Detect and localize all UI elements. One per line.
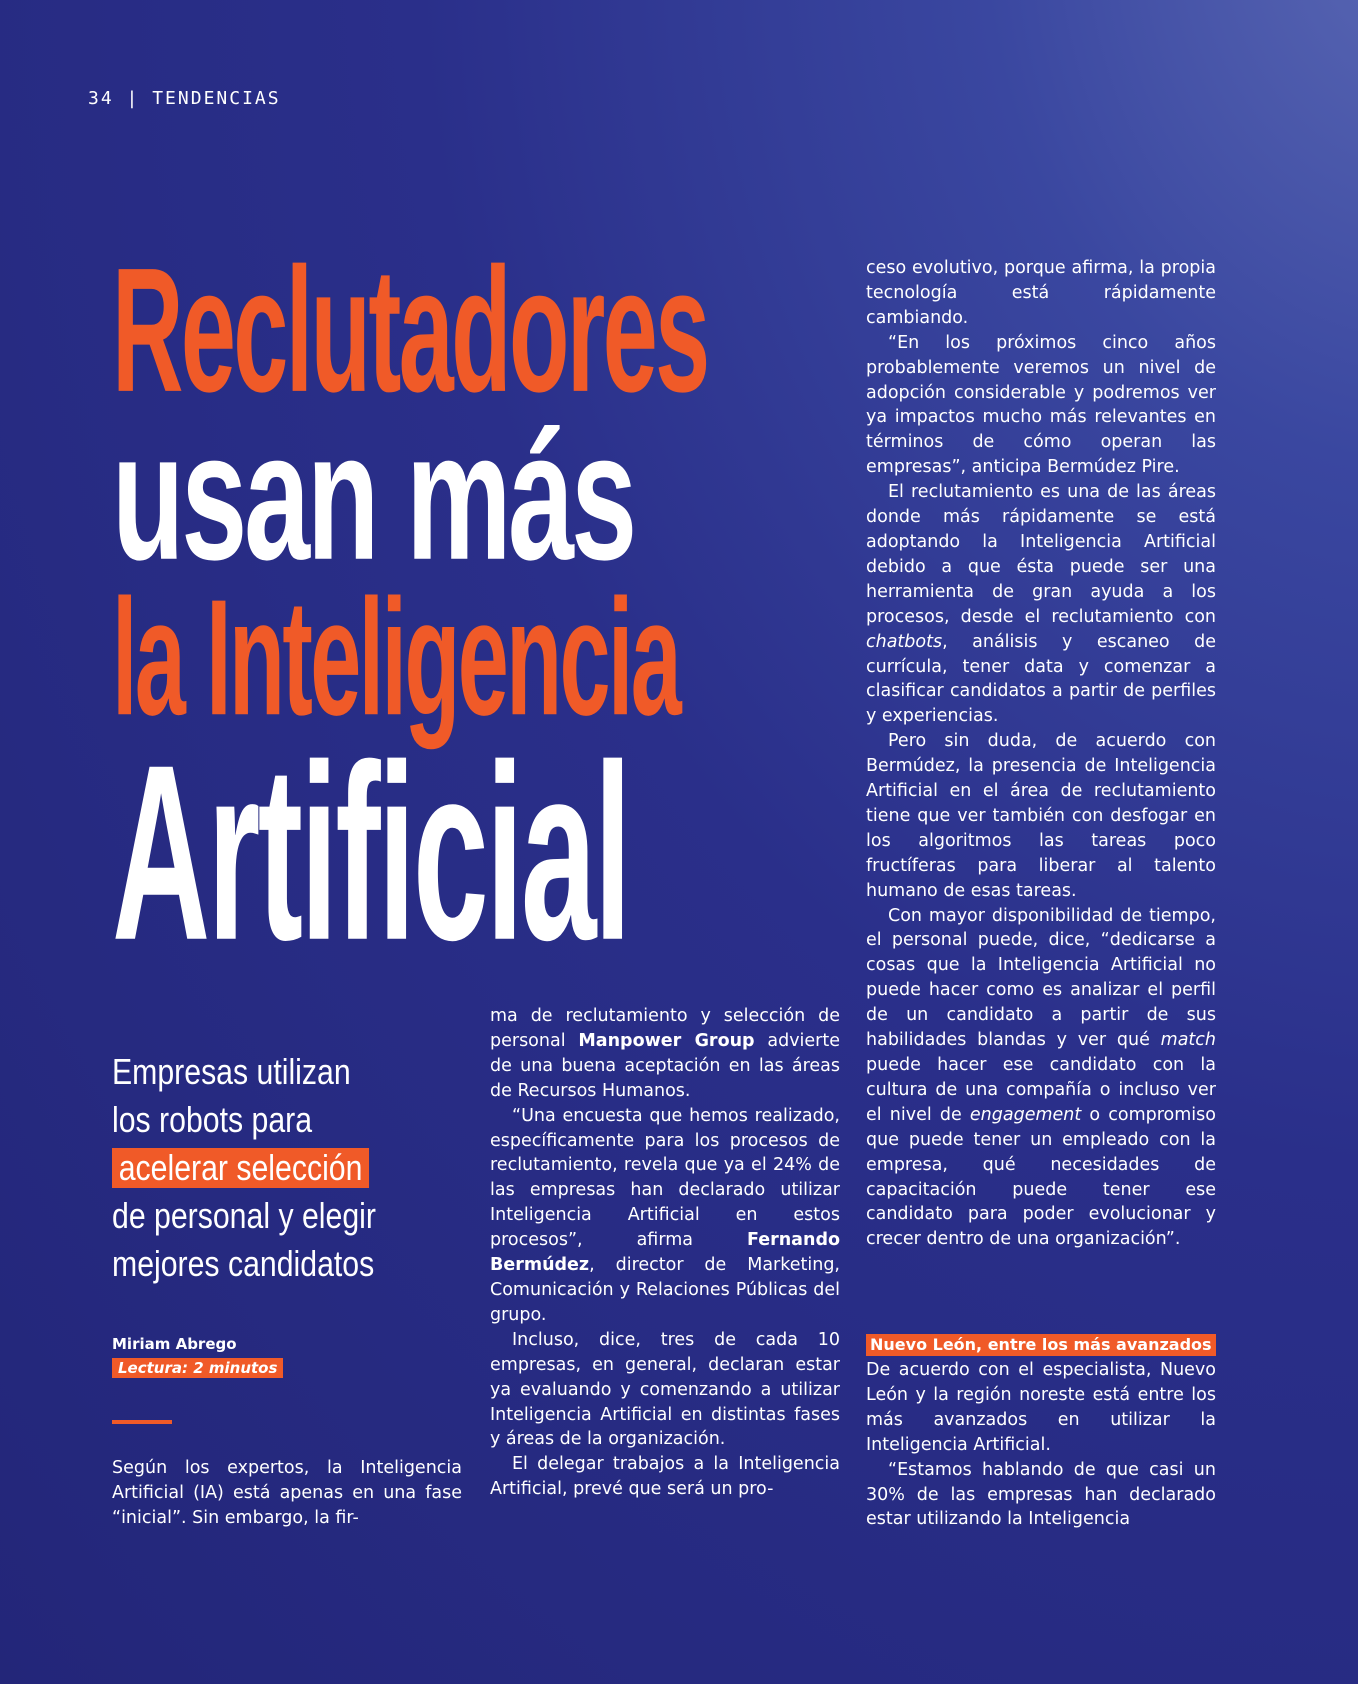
title-line-3: la Inteligencia [112,564,680,750]
header-separator: | [126,88,140,109]
paragraph: Con mayor disponibilidad de tiempo, el personal puede, dice, “dedicarse a cosas que la Inteligencia Artificial no puede hacer como es analizar el perfil de un candidato a partir de sus habilidades blandas y ver qué match puede hacer ese candidato con la cultura de una compañía o incluso ver el nivel de engagement o compromiso que puede tener un empleado con la empresa, qué necesidades de capacitación puede tener ese candidato para poder evolucionar y crecer dentro de una organización”. [866,905,1216,1250]
paragraph: Según los expertos, la Inteligencia Artificial (IA) está apenas en una fase “inicial”. Sin embargo, la fir- [112,1458,462,1528]
paragraph: De acuerdo con el especialista, Nuevo León y la región noreste está entre los más avanzados en utilizar la Inteligencia Artificial. [866,1360,1216,1455]
paragraph: ma de reclutamiento y selección de personal Manpower Group advierte de una buena aceptación en las áreas de Recursos Humanos. [490,1006,840,1101]
title-line-1: Reclutadores [112,230,708,429]
subheadline [112,1048,452,1288]
body-column-3-lower [866,1333,1216,1532]
accent-divider [112,1420,172,1424]
paragraph: El delegar trabajos a la Inteligencia Artificial, prevé que será un pro- [490,1454,840,1500]
subhead-line-1: Empresas utilizan [112,1051,351,1092]
paragraph: Incluso, dice, tres de cada 10 empresas, en general, declaran estar ya evaluando y comenzando a utilizar Inteligencia Artificial en distintas fases y áreas de la organización. [490,1329,840,1450]
subhead-line-5: mejores candidatos [112,1243,375,1284]
company-name: Manpower Group [578,1030,755,1051]
page-number: 34 [88,88,114,109]
body-column-2 [490,1004,840,1502]
paragraph: “En los próximos cinco años probablemente veremos un nivel de adopción considerable y podremos ver ya impactos mucho más relevantes en términos de cómo operan las empresas”, anticipa Bermúdez Pire. [866,332,1216,478]
body-column-3 [866,256,1216,1252]
section-subtitle: Nuevo León, entre los más avanzados [866,1334,1216,1356]
section-name: TENDENCIAS [152,88,281,109]
reading-time-badge: Lectura: 2 minutos [112,1358,283,1378]
paragraph: Pero sin duda, de acuerdo con Bermúdez, la presencia de Inteligencia Artificial en el área de reclutamiento tiene que ver también con desfogar en los algoritmos las tareas poco fructíferas para liberar al talento humano de esas tareas. [866,731,1216,901]
paragraph: “Una encuesta que hemos realizado, específicamente para los procesos de reclutamiento, revela que ya el 24% de las empresas han declarado utilizar Inteligencia Artificial en estos procesos”, afirma Fernando Bermúdez, director de Marketing, Comunicación y Relaciones Públicas del grupo. [490,1105,840,1325]
subhead-line-2: los robots para [112,1099,313,1140]
person-name: Fernando Bermúdez [490,1230,840,1276]
paragraph: ceso evolutivo, porque afirma, la propia tecnología está rápidamente cambiando. [866,258,1216,328]
page-header [88,88,281,109]
body-column-1 [112,1456,462,1531]
subhead-line-4: de personal y elegir [112,1195,376,1236]
title-line-2: usan más [112,394,634,599]
paragraph: “Estamos hablando de que casi un 30% de las empresas han declarado estar utilizando la Inteligencia [866,1459,1216,1530]
title-line-4: Artificial [112,713,629,993]
author-name: Miriam Abrego [112,1335,237,1353]
paragraph: El reclutamiento es una de las áreas donde más rápidamente se está adoptando la Inteligencia Artificial debido a que ésta puede ser una herramienta de gran ayuda a los procesos, desde el reclutamiento con chatbots, análisis y escaneo de currícula, tener data y comenzar a clasificar candidatos a partir de perfiles y experiencias. [866,482,1216,727]
subhead-highlight: acelerar selección [112,1148,369,1188]
